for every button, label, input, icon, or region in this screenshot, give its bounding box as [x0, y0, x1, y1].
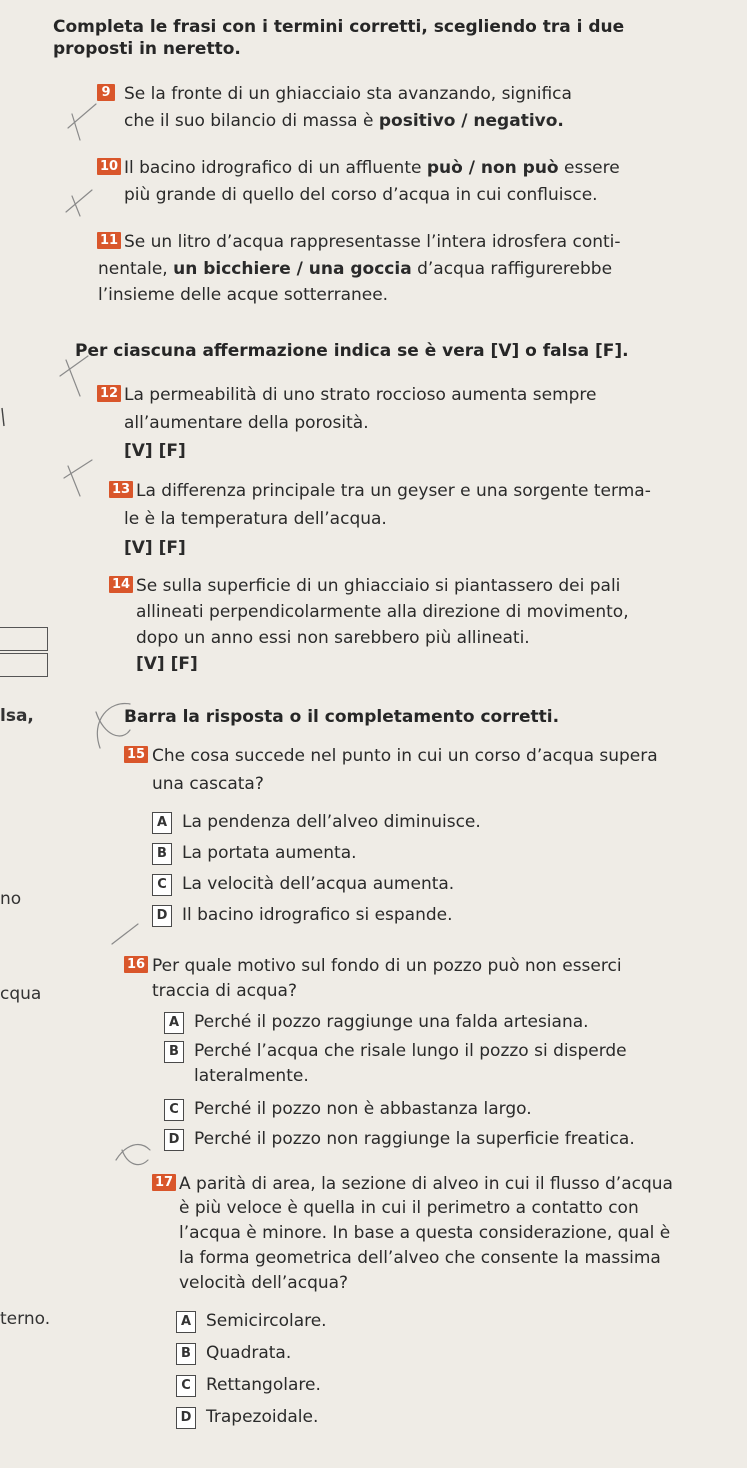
q17-option-a[interactable]: Semicircolare. — [206, 1311, 327, 1331]
q15-option-d[interactable]: Il bacino idrografico si espande. — [182, 905, 453, 925]
q14-text-line2: allineati perpendicolarmente alla direzione di movimento, — [136, 602, 629, 622]
q17-option-a-box[interactable]: A — [176, 1311, 196, 1333]
q16-option-b-line2[interactable]: lateralmente. — [194, 1066, 309, 1086]
q12-text-line1: La permeabilità di uno strato roccioso aumenta sempre — [124, 385, 597, 405]
question-number-13: 13 — [109, 481, 133, 498]
section-heading-complete: Completa le frasi con i termini corretti, scegliendo tra i due — [53, 17, 625, 37]
question-number-16: 16 — [124, 956, 148, 973]
question-number-11: 11 — [97, 232, 121, 249]
section-heading-true-false: Per ciascuna affermazione indica se è vera [V] o falsa [F]. — [75, 341, 629, 361]
q15-option-c-box[interactable]: C — [152, 874, 172, 896]
q14-text-line1: Se sulla superficie di un ghiacciaio si piantassero dei pali — [136, 576, 621, 596]
q17-option-b[interactable]: Quadrata. — [206, 1343, 292, 1363]
margin-answer-box-1 — [0, 627, 48, 651]
margin-text-2: no — [0, 889, 22, 909]
q11-choice[interactable]: un bicchiere / una goccia — [173, 259, 412, 279]
question-number-10: 10 — [97, 158, 121, 175]
q16-option-d-box[interactable]: D — [164, 1129, 184, 1151]
q17-text-line3: l’acqua è minore. In base a questa considerazione, qual è — [179, 1223, 671, 1243]
q17-option-d-box[interactable]: D — [176, 1407, 196, 1429]
q16-option-a-box[interactable]: A — [164, 1012, 184, 1034]
q16-option-b[interactable]: Perché l’acqua che risale lungo il pozzo si disperde — [194, 1041, 627, 1061]
q15-text-line1: Che cosa succede nel punto in cui un corso d’acqua supera — [152, 746, 658, 766]
q15-option-b[interactable]: La portata aumenta. — [182, 843, 357, 863]
q16-option-c-box[interactable]: C — [164, 1099, 184, 1121]
q14-text-line3: dopo un anno essi non sarebbero più allineati. — [136, 628, 530, 648]
margin-text-4: terno. — [0, 1309, 51, 1329]
q16-text-line1: Per quale motivo sul fondo di un pozzo può non esserci — [152, 956, 622, 976]
question-number-12: 12 — [97, 385, 121, 402]
q17-text-line4: la forma geometrica dell’alveo che consente la massima — [179, 1248, 661, 1268]
q11-text-line1: Se un litro d’acqua rappresentasse l’intera idrosfera conti- — [124, 232, 621, 252]
q15-text-line2: una cascata? — [152, 774, 264, 794]
q16-option-c[interactable]: Perché il pozzo non è abbastanza largo. — [194, 1099, 532, 1119]
question-number-9: 9 — [97, 84, 115, 101]
q15-option-b-box[interactable]: B — [152, 843, 172, 865]
q17-option-c[interactable]: Rettangolare. — [206, 1375, 321, 1395]
q14-true-false-choice[interactable]: [V] [F] — [136, 654, 198, 674]
q13-text-line1: La differenza principale tra un geyser e una sorgente terma- — [136, 481, 651, 501]
question-number-14: 14 — [109, 576, 133, 593]
margin-text-1: lsa, — [0, 706, 34, 726]
q16-option-d[interactable]: Perché il pozzo non raggiunge la superficie freatica. — [194, 1129, 635, 1149]
q15-option-c[interactable]: La velocità dell’acqua aumenta. — [182, 874, 455, 894]
question-number-15: 15 — [124, 746, 148, 763]
q9-choice[interactable]: positivo / negativo. — [378, 111, 564, 131]
q15-option-d-box[interactable]: D — [152, 905, 172, 927]
q12-true-false-choice[interactable]: [V] [F] — [124, 441, 186, 461]
q17-text-line5: velocità dell’acqua? — [179, 1273, 349, 1293]
q17-text-line1: A parità di area, la sezione di alveo in cui il flusso d’acqua — [179, 1174, 673, 1194]
q16-text-line2: traccia di acqua? — [152, 981, 297, 1001]
q10-choice[interactable]: può / non può — [426, 158, 559, 178]
q9-text-line1: Se la fronte di un ghiacciaio sta avanzando, significa — [124, 84, 572, 104]
q16-option-b-box[interactable]: B — [164, 1041, 184, 1063]
margin-answer-box-2 — [0, 653, 48, 677]
section-heading-complete-line2: proposti in neretto. — [53, 39, 241, 59]
q13-text-line2: le è la temperatura dell’acqua. — [124, 509, 387, 529]
q11-text-line2: nentale, un bicchiere / una goccia d’acqua raffigurerebbe — [98, 259, 613, 279]
q11-text-line3: l’insieme delle acque sotterranee. — [98, 285, 389, 305]
q17-option-d[interactable]: Trapezoidale. — [206, 1407, 319, 1427]
q12-text-line2: all’aumentare della porosità. — [124, 413, 369, 433]
q10-text-line1: Il bacino idrografico di un affluente può / non può essere — [124, 158, 620, 178]
section-heading-multiple-choice: Barra la risposta o il completamento corretti. — [124, 707, 560, 727]
q9-text-line2: che il suo bilancio di massa è positivo / negativo. — [124, 111, 564, 131]
q17-option-b-box[interactable]: B — [176, 1343, 196, 1365]
q13-true-false-choice[interactable]: [V] [F] — [124, 538, 186, 558]
q15-option-a[interactable]: La pendenza dell’alveo diminuisce. — [182, 812, 481, 832]
q17-option-c-box[interactable]: C — [176, 1375, 196, 1397]
q10-text-line2: più grande di quello del corso d’acqua in cui confluisce. — [124, 185, 598, 205]
question-number-17: 17 — [152, 1174, 176, 1191]
q15-option-a-box[interactable]: A — [152, 812, 172, 834]
q17-text-line2: è più veloce è quella in cui il perimetro a contatto con — [179, 1198, 639, 1218]
q16-option-a[interactable]: Perché il pozzo raggiunge una falda artesiana. — [194, 1012, 589, 1032]
margin-text-3: cqua — [0, 984, 42, 1004]
